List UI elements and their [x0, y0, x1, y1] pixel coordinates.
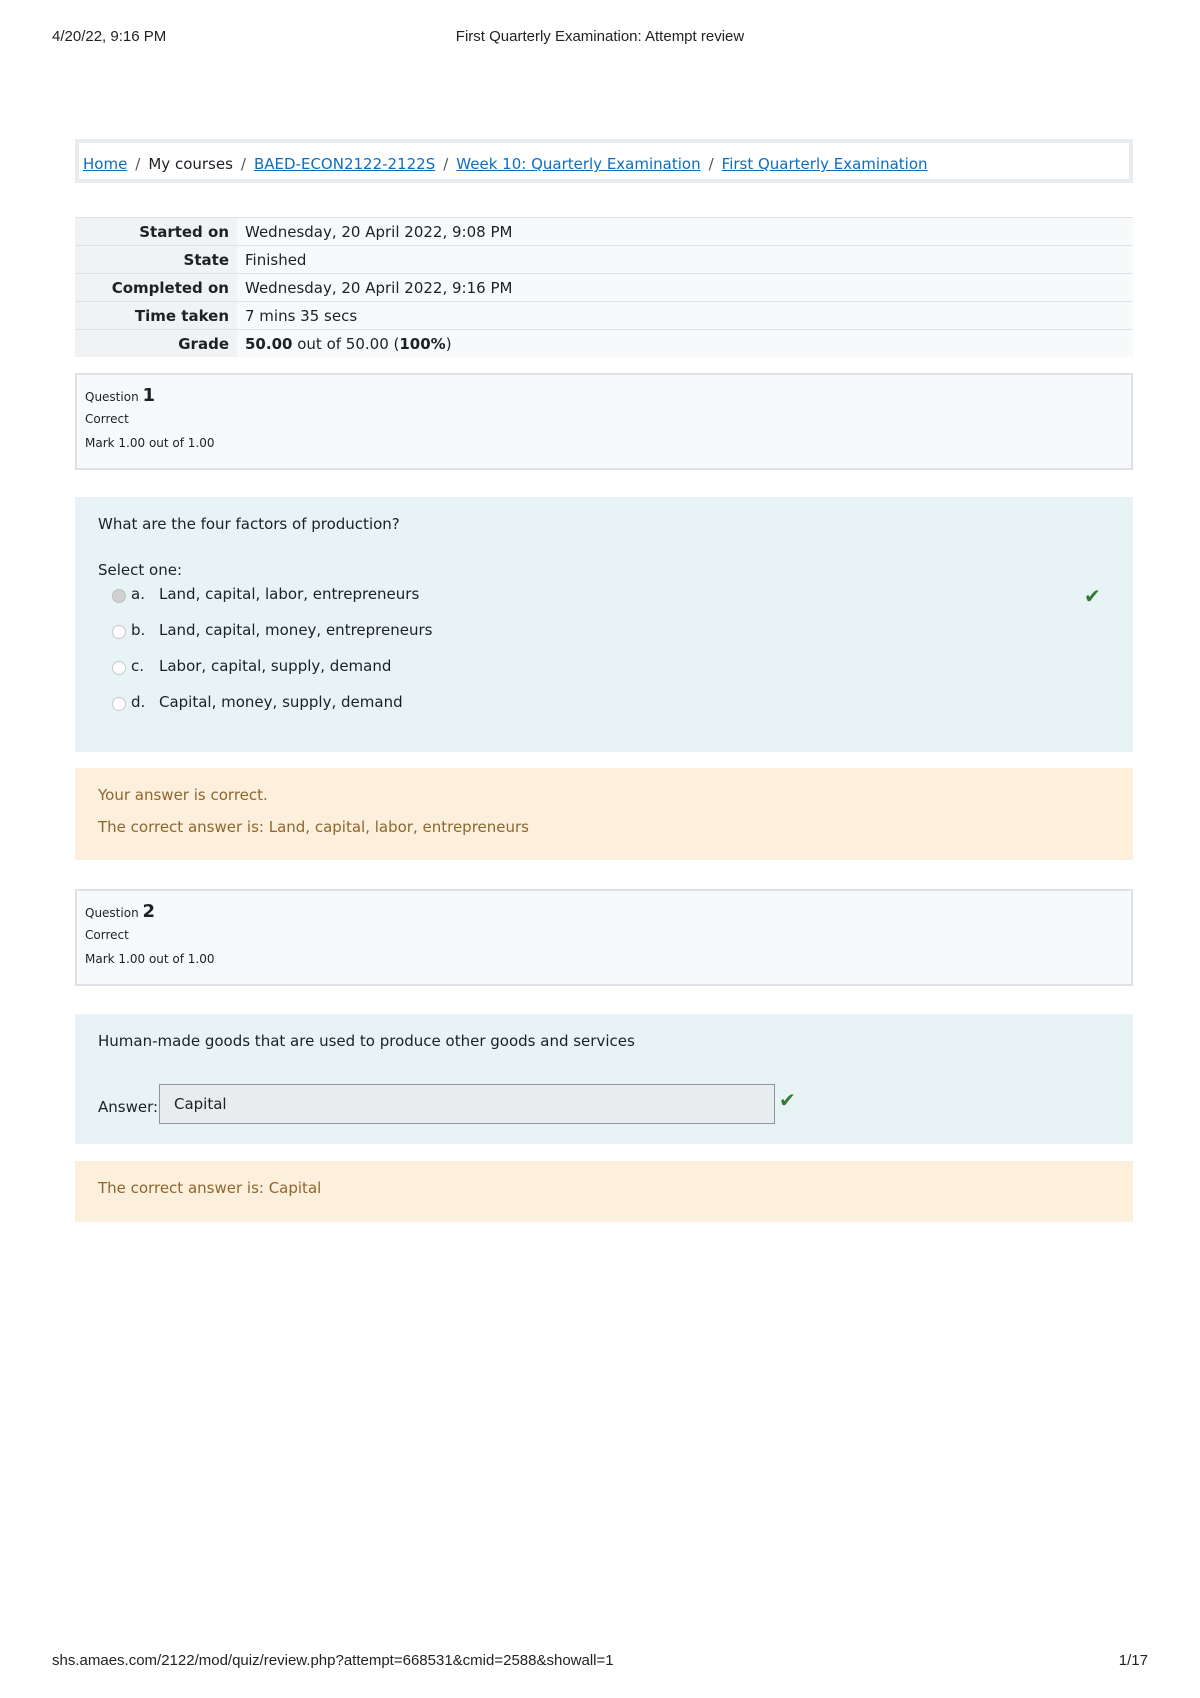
option-text: Capital, money, supply, demand: [159, 693, 403, 711]
grade-percent: 100%: [399, 334, 446, 353]
option-text: Land, capital, labor, entrepreneurs: [159, 585, 420, 603]
breadcrumb-section-link[interactable]: Week 10: Quarterly Examination: [456, 155, 701, 173]
print-header: [52, 28, 1148, 48]
summary-row-grade: [75, 330, 1133, 358]
breadcrumb-separator: /: [443, 155, 449, 173]
radio-button[interactable]: [112, 661, 126, 675]
breadcrumb-course-link[interactable]: BAED-ECON2122-2122S: [253, 155, 436, 173]
check-icon: ✔: [779, 1088, 796, 1112]
summary-value: 7 mins 35 secs: [237, 302, 1133, 330]
summary-label: Completed on: [75, 274, 237, 302]
breadcrumb: [75, 139, 1133, 183]
grade-close: ): [445, 334, 452, 353]
summary-row: [75, 302, 1133, 330]
summary-row: [75, 218, 1133, 246]
radio-button[interactable]: [112, 589, 126, 603]
summary-row: [75, 246, 1133, 274]
question-state: Correct: [85, 412, 129, 426]
question-2-content: [75, 1014, 1133, 1144]
grade-label: Grade: [75, 330, 237, 358]
summary-label: Started on: [75, 218, 237, 246]
option-letter: d.: [131, 693, 146, 711]
summary-value: Wednesday, 20 April 2022, 9:16 PM: [237, 274, 1133, 302]
attempt-summary-table: [75, 217, 1133, 357]
breadcrumb-home-link[interactable]: Home: [83, 155, 128, 173]
print-page-number: 1/17: [1118, 1652, 1148, 1669]
grade-out-of: out of 50.00 (: [297, 334, 400, 353]
grade-score: 50.00: [245, 334, 293, 353]
question-2-feedback: [75, 1161, 1133, 1222]
option-text: Land, capital, money, entrepreneurs: [159, 621, 433, 639]
print-datetime: 4/20/22, 9:16 PM: [52, 28, 167, 45]
option-letter: c.: [131, 657, 145, 675]
question-mark: Mark 1.00 out of 1.00: [85, 436, 215, 450]
breadcrumb-separator: /: [240, 155, 246, 173]
option-a[interactable]: [98, 585, 1110, 621]
check-icon: ✔: [1084, 584, 1101, 608]
print-title: First Quarterly Examination: Attempt review: [455, 28, 745, 45]
breadcrumb-my-courses: My courses: [148, 155, 233, 173]
question-number: 1: [142, 385, 156, 406]
option-letter: b.: [131, 621, 146, 639]
summary-row: [75, 274, 1133, 302]
question-prompt: What are the four factors of production?: [98, 515, 400, 533]
radio-button[interactable]: [112, 697, 126, 711]
question-mark: Mark 1.00 out of 1.00: [85, 952, 215, 966]
breadcrumb-separator: /: [135, 155, 141, 173]
option-c[interactable]: [98, 657, 1110, 693]
summary-value: Wednesday, 20 April 2022, 9:08 PM: [237, 218, 1133, 246]
summary-label: State: [75, 246, 237, 274]
answer-label: Answer:: [98, 1098, 159, 1116]
breadcrumb-quiz-link[interactable]: First Quarterly Examination: [721, 155, 928, 173]
option-letter: a.: [131, 585, 145, 603]
question-state: Correct: [85, 928, 129, 942]
question-word: Question: [85, 906, 139, 920]
feedback-right-answer: The correct answer is: Land, capital, labor, entrepreneurs: [98, 818, 529, 836]
question-1-feedback: [75, 768, 1133, 860]
question-word: Question: [85, 390, 139, 404]
feedback-correct: Your answer is correct.: [98, 786, 268, 804]
radio-button[interactable]: [112, 625, 126, 639]
answer-input[interactable]: [159, 1084, 775, 1124]
question-number: 2: [142, 901, 156, 922]
grade-value: [237, 330, 1133, 358]
print-url: shs.amaes.com/2122/mod/quiz/review.php?attempt=668531&cmid=2588&showall=1: [52, 1652, 614, 1669]
question-1-content: [75, 497, 1133, 752]
select-one-label: Select one:: [98, 561, 183, 579]
question-prompt: Human-made goods that are used to produce other goods and services: [98, 1032, 635, 1050]
option-d[interactable]: [98, 693, 1110, 729]
summary-value: Finished: [237, 246, 1133, 274]
feedback-right-answer: The correct answer is: Capital: [98, 1179, 322, 1197]
option-text: Labor, capital, supply, demand: [159, 657, 392, 675]
question-1-info: [75, 373, 1133, 470]
print-footer: [52, 1652, 1148, 1672]
breadcrumb-separator: /: [708, 155, 714, 173]
summary-label: Time taken: [75, 302, 237, 330]
option-b[interactable]: [98, 621, 1110, 657]
question-2-info: [75, 889, 1133, 986]
